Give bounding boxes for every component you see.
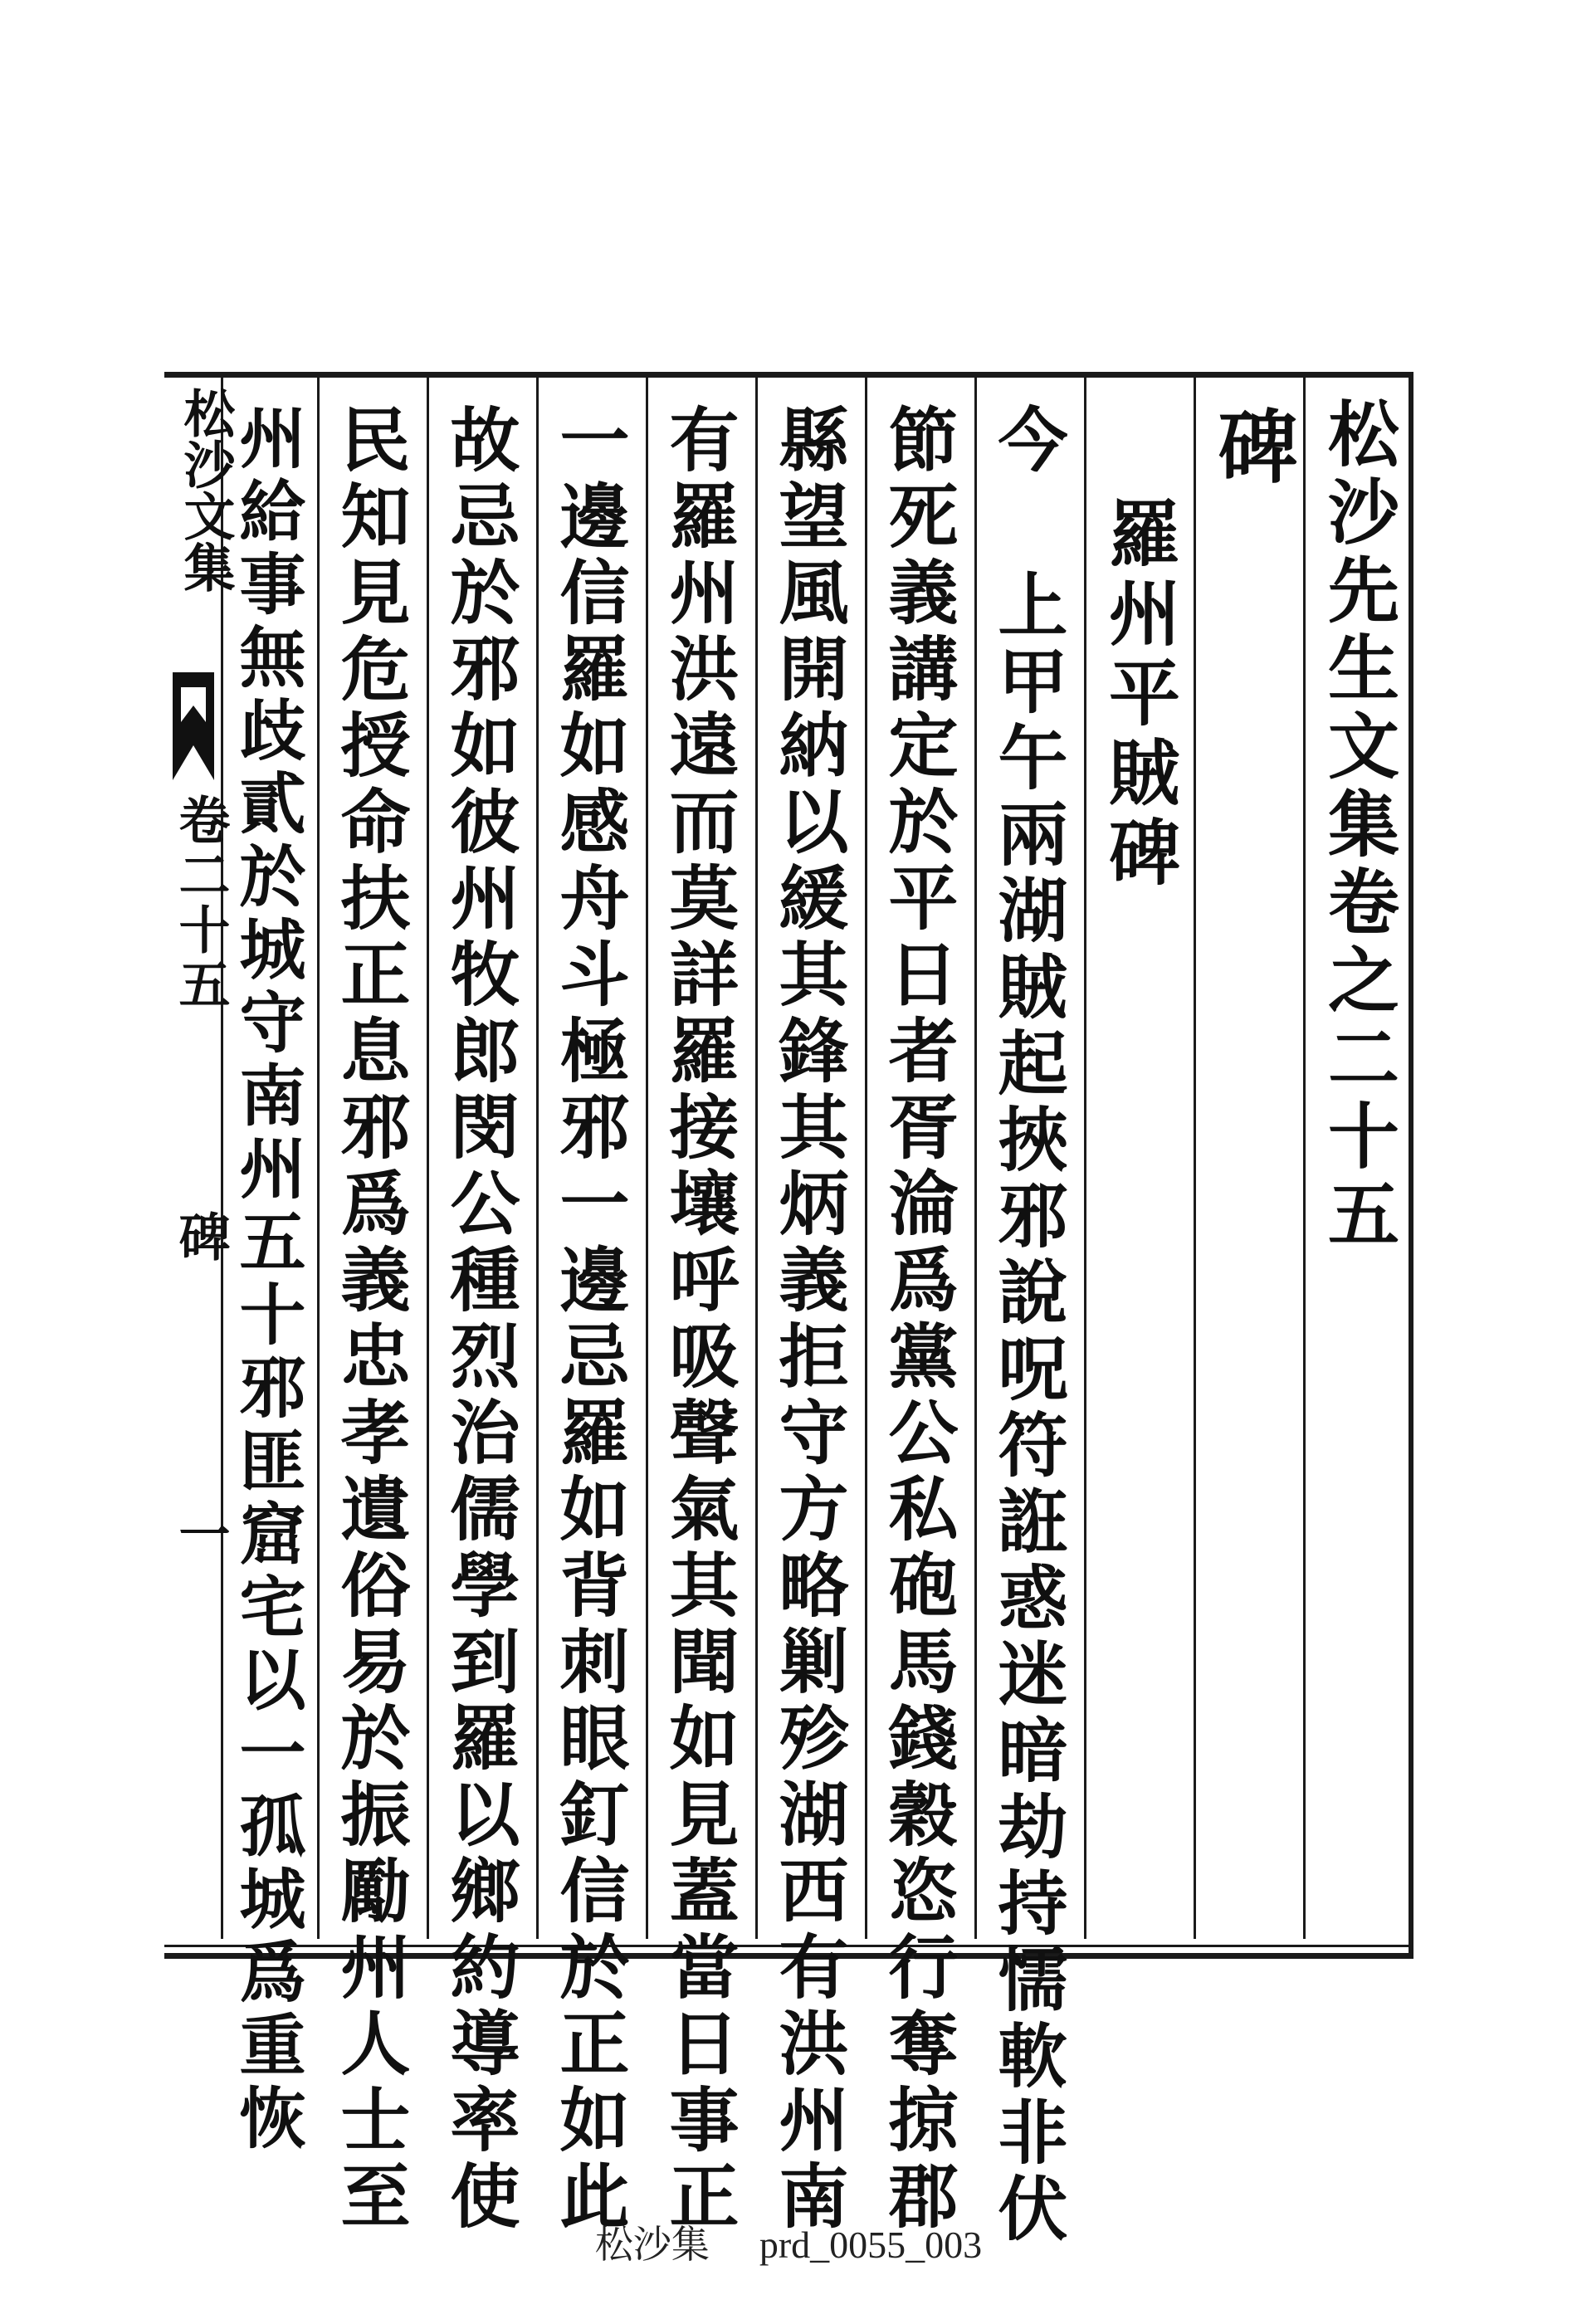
text-column: 今 上甲午兩湖賊起挾邪說呪符誑惑迷暗劫持懦軟非伏 (987, 403, 1069, 2248)
column-divider (1303, 378, 1306, 1939)
column-divider (1084, 378, 1086, 1939)
margin-page-number: 一 (170, 1507, 231, 1559)
column-divider (865, 378, 867, 1939)
footer-collection: 松沙集 (594, 2224, 710, 2266)
footer-page-id: prd_0055_003 (759, 2224, 983, 2266)
text-column: 節死義講定於平日者胥淪爲黨公私砲馬錢穀恣行奪掠郡 (877, 403, 959, 2236)
column-divider (646, 378, 648, 1939)
column-divider (221, 378, 223, 1939)
column-divider (536, 378, 539, 1939)
book-title: 松沙先生文集卷之二十五 (1316, 397, 1399, 1255)
column-divider (427, 378, 429, 1939)
fish-tail-mark-icon (169, 672, 217, 780)
text-column: 民知見危授命扶正息邪爲義忠孝遺俗易於振勵州人士至 (330, 403, 412, 2236)
text-column: 一邊信羅如感舟斗極邪一邊忌羅如背刺眼釘信於正如此 (549, 403, 631, 2236)
center-fold-margin (164, 372, 236, 1942)
margin-volume: 卷二十五 (170, 793, 231, 1013)
text-column: 故忌於邪如彼州牧郎閔公種烈治儒學到羅以鄉約導率使 (439, 403, 521, 2236)
page-footer (0, 2214, 1577, 2269)
text-column: 州給事無歧貳於城守南州五十邪匪窟宅以一孤城爲重恢 (228, 403, 306, 2156)
column-divider (317, 378, 320, 1939)
section-heading: 碑 (1205, 405, 1299, 490)
text-column: 縣望風開納以緩其鋒其炳義拒守方略剿殄湖西有洪州南 (768, 403, 850, 2236)
essay-title: 羅州平賊碑 (1096, 496, 1180, 895)
margin-book-title: 松沙文集 (175, 387, 236, 593)
frame-right-rule (1409, 372, 1413, 1959)
column-divider (974, 378, 977, 1939)
frame-top-rule (164, 372, 1413, 378)
column-divider (1194, 378, 1196, 1939)
column-divider (755, 378, 758, 1939)
margin-genre: 碑 (170, 1210, 231, 1262)
text-column: 有羅州洪遠而莫詳羅接壤呼吸聲氣其聞如見蓋當日事正 (658, 403, 740, 2236)
